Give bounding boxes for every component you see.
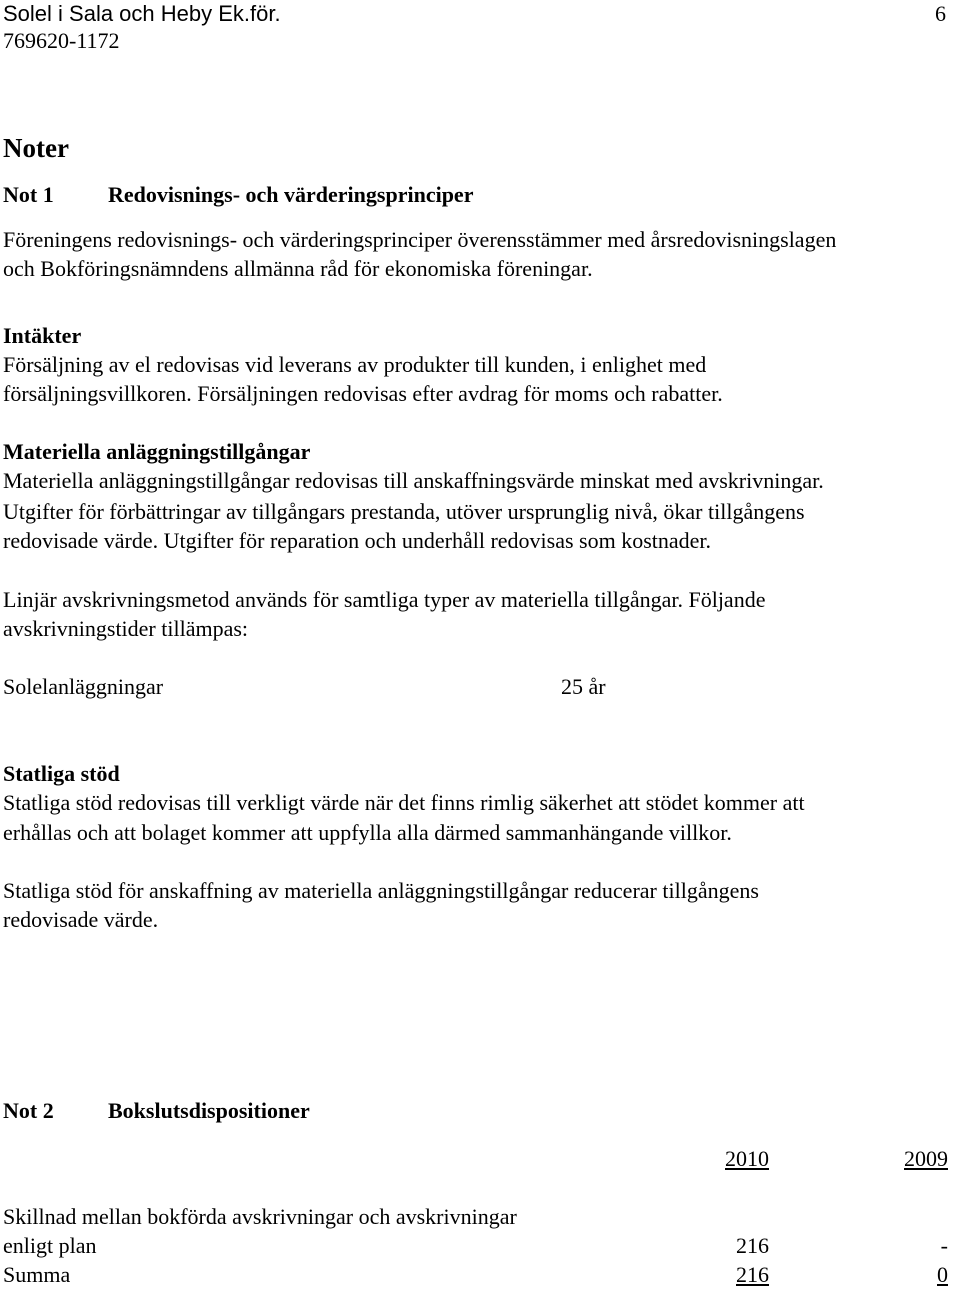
materiella-heading: Materiella anläggningstillgångar: [3, 439, 311, 464]
statliga-line: Statliga stöd för anskaffning av materiella anläggningstillgångar reducerar tillgångens: [3, 878, 759, 903]
statliga-line: erhållas och att bolaget kommer att uppfylla alla därmed sammanhängande villkor.: [3, 820, 732, 845]
depreciation-value: 25 år: [561, 674, 606, 699]
note-1-title: Redovisnings- och värderingsprinciper: [108, 182, 474, 207]
row-label: Skillnad mellan bokförda avskrivningar och avskrivningar: [3, 1204, 517, 1229]
materiella-line: redovisade värde. Utgifter för reparation och underhåll redovisas som kostnader.: [3, 528, 712, 553]
intakter-line: försäljningsvillkoren. Försäljningen redovisas efter avdrag för moms och rabatter.: [3, 381, 723, 406]
statliga-line: Statliga stöd redovisas till verkligt värde när det finns rimlig säkerhet att stödet kommer att: [3, 790, 805, 815]
total-label: Summa: [3, 1262, 71, 1287]
organization-number: 769620-1172: [3, 28, 120, 53]
note-1-number: Not 1: [3, 182, 54, 207]
depreciation-label: Solelanläggningar: [3, 674, 164, 699]
year-header-previous: 2009: [904, 1146, 948, 1171]
total-value-current: 216: [736, 1262, 769, 1287]
intakter-heading: Intäkter: [3, 323, 82, 348]
note-2-number: Not 2: [3, 1098, 54, 1123]
organization-name: Solel i Sala och Heby Ek.för.: [3, 1, 281, 26]
row-label: enligt plan: [3, 1233, 97, 1258]
note-2-title: Bokslutsdispositioner: [108, 1098, 310, 1123]
total-value-previous: 0: [937, 1262, 948, 1287]
notes-heading: Noter: [3, 133, 69, 163]
statliga-line: redovisade värde.: [3, 907, 159, 932]
statliga-heading: Statliga stöd: [3, 761, 120, 786]
intro-line: och Bokföringsnämndens allmänna råd för ekonomiska föreningar.: [3, 256, 593, 281]
intakter-line: Försäljning av el redovisas vid leverans av produkter till kunden, i enlighet med: [3, 352, 707, 377]
materiella-line: Utgifter för förbättringar av tillgångars prestanda, utöver ursprunglig nivå, ökar tillgångens: [3, 499, 805, 524]
page-number: 6: [935, 1, 946, 26]
row-value-previous: -: [940, 1233, 948, 1258]
method-line: avskrivningstider tillämpas:: [3, 616, 249, 641]
method-line: Linjär avskrivningsmetod används för samtliga typer av materiella tillgångar. Följande: [3, 587, 766, 612]
intro-line: Föreningens redovisnings- och värderingsprinciper överensstämmer med årsredovisningslagen: [3, 227, 837, 252]
year-header-current: 2010: [725, 1146, 769, 1171]
materiella-line: Materiella anläggningstillgångar redovisas till anskaffningsvärde minskat med avskrivningar.: [3, 468, 824, 493]
row-value-current: 216: [736, 1233, 769, 1258]
